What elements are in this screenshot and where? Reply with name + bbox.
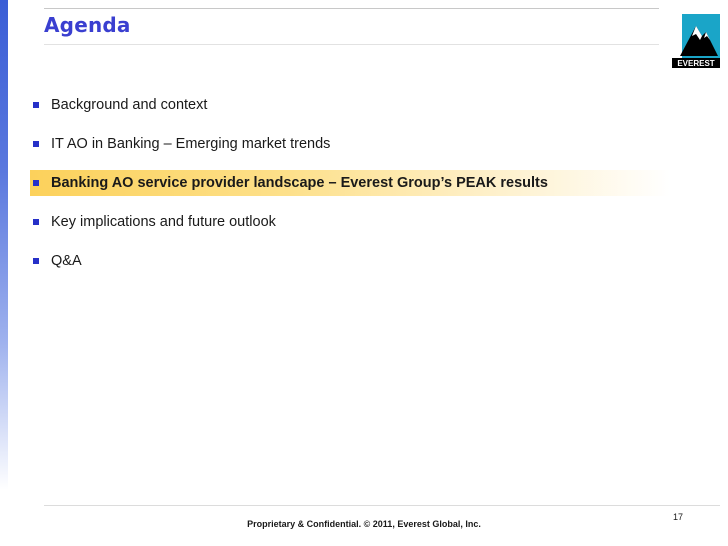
page-number: 17 — [673, 512, 684, 522]
agenda-item-qa — [30, 248, 670, 274]
agenda-item-label: Background and context — [51, 97, 208, 113]
bullet-icon — [33, 141, 39, 147]
logo-text: EVEREST — [677, 59, 715, 68]
agenda-item-provider-landscape — [30, 170, 670, 196]
bullet-icon — [33, 219, 39, 225]
bullet-icon — [33, 180, 39, 186]
bullet-icon — [33, 102, 39, 108]
agenda-item-background — [30, 92, 670, 118]
agenda-item-implications — [30, 209, 670, 235]
footer-text: Proprietary & Confidential. © 2011, Everest Global, Inc. — [247, 519, 481, 529]
footer-rule — [44, 505, 720, 506]
agenda-item-it-ao — [30, 131, 670, 157]
agenda-item-label: Key implications and future outlook — [51, 214, 276, 230]
agenda-item-label: Q&A — [51, 253, 82, 269]
slide-title: Agenda — [44, 13, 131, 37]
title-bottom-rule — [44, 44, 659, 45]
left-accent-bar — [0, 0, 8, 490]
agenda-item-label: Banking AO service provider landscape – Everest Group’s PEAK results — [51, 175, 548, 191]
everest-logo — [672, 14, 720, 70]
title-top-rule — [44, 8, 659, 9]
bullet-icon — [33, 258, 39, 264]
agenda-item-label: IT AO in Banking – Emerging market trends — [51, 136, 331, 152]
agenda-list — [30, 92, 670, 287]
